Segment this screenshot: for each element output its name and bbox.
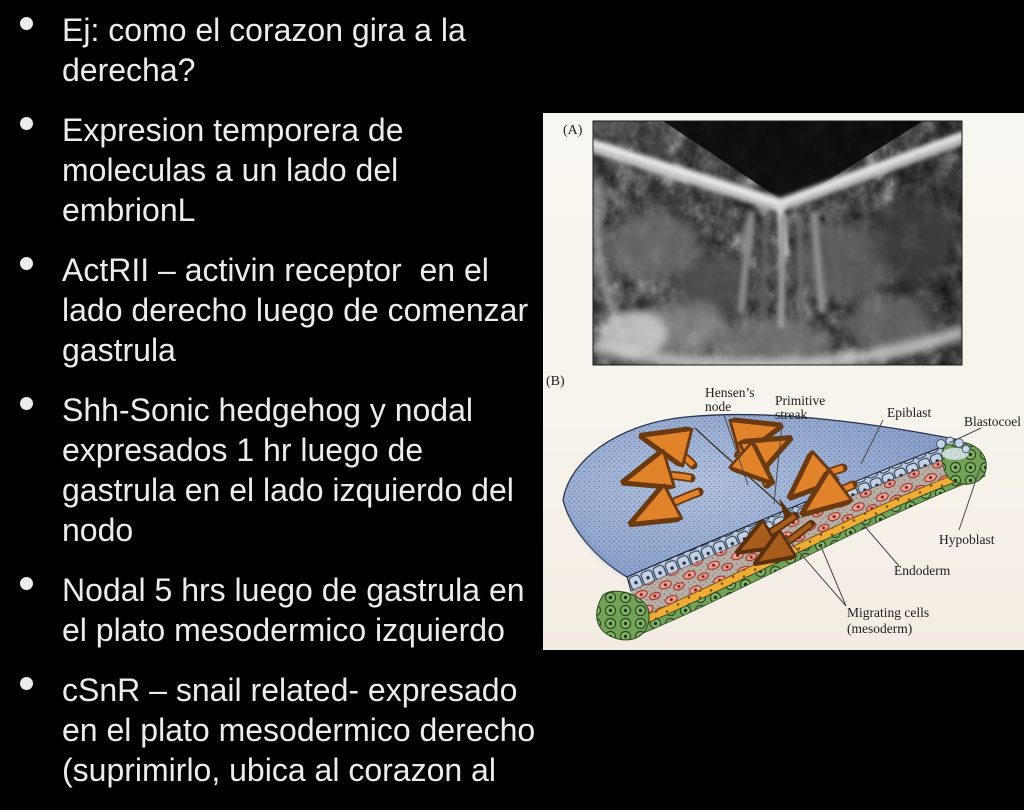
primitive-streak-label-line2: streak (775, 407, 808, 422)
bullet-line: moleculas a un lado del (62, 152, 399, 188)
bullet-line: gastrula en el lado izquierdo del (62, 472, 514, 508)
epiblast-label: Epiblast (887, 405, 932, 420)
bullet-item (62, 10, 562, 90)
hypoblast-label: Hypoblast (939, 532, 995, 547)
blastocoel-label: Blastocoel (964, 414, 1021, 429)
bullet-line: cSnR – snail related- expresado (62, 672, 518, 708)
hensens-node-label: Hensen’s (705, 385, 755, 400)
bullet-line: nodo (62, 512, 134, 548)
bullet-line: derecha? (62, 52, 196, 88)
bullet-list (62, 10, 562, 810)
bullet-line: Expresion temporera de (62, 112, 404, 148)
panel-a-letter: (A) (563, 123, 583, 138)
bullet-line: gastrula (62, 332, 176, 368)
bullet-line: expresados 1 hr luego de (62, 432, 424, 468)
bullet-item (62, 390, 562, 550)
bullet-line: Ej: como el corazon gira a la (62, 12, 466, 48)
bullet-line: en el plato mesodermico derecho (62, 712, 536, 748)
bullet-item (62, 670, 562, 790)
migrating-cells-label: Migrating cells (847, 605, 930, 620)
embryo-diagram-panel-b (563, 385, 1021, 640)
bullet-line: lado derecho luego de comenzar (62, 292, 529, 328)
panel-b-letter: (B) (546, 374, 565, 389)
bullet-line: (suprimirlo, ubica al corazon al (62, 752, 496, 788)
bullet-item (62, 110, 562, 230)
bullet-item (62, 570, 562, 650)
micrograph-panel-a (593, 121, 962, 365)
bullet-line: embrionL (62, 192, 196, 228)
primitive-streak-label: Primitive (775, 393, 826, 408)
bullet-line: ActRII – activin receptor en el (62, 252, 489, 288)
bullet-line: Nodal 5 hrs luego de gastrula en (62, 572, 525, 608)
bullet-line: el plato mesodermico izquierdo (62, 612, 505, 648)
hensens-node-label-line2: node (705, 399, 732, 414)
migrating-cells-label-line2: (mesoderm) (847, 621, 913, 636)
endoderm-label: Endoderm (894, 563, 951, 578)
bullet-item (62, 250, 562, 370)
embryo-figure-panel (543, 113, 1024, 650)
embryo-figure-svg (543, 113, 1024, 650)
bullet-line: Shh-Sonic hedgehog y nodal (62, 392, 473, 428)
